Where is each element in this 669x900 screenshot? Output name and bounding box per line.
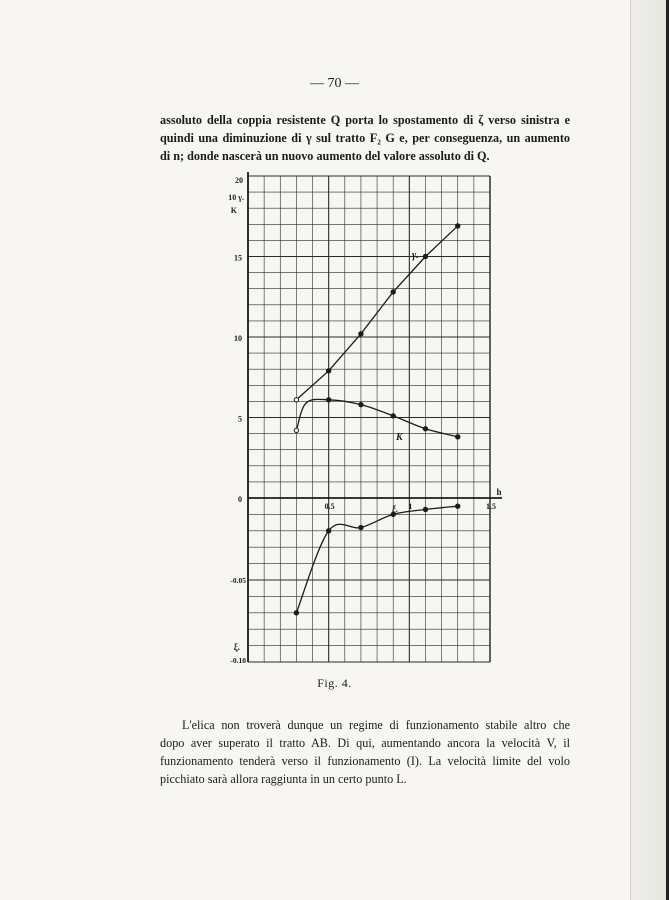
chart-grid — [248, 176, 490, 662]
x-tick-label: 1 — [408, 502, 413, 511]
y-tick-label: 10 — [234, 334, 242, 343]
series-label-gamma: γ. — [412, 250, 419, 261]
y-tick-label: -0.05 — [230, 576, 246, 585]
data-point — [294, 428, 298, 432]
y-tick-label: 15 — [234, 253, 242, 263]
data-point — [423, 427, 427, 431]
y-axis-label-top: 20 — [235, 176, 243, 185]
y-tick-label: 0 — [238, 495, 242, 504]
paragraph-top-line: di n; donde nascerà un nuovo aumento del valore assoluto di Q. — [160, 149, 490, 163]
paragraph-bottom-line: funzionamento tenderà verso il funzionamento (I). La velocità limite del volo — [160, 754, 570, 768]
paragraph-bottom-line: dopo aver superato il tratto AB. Di qui, aumentando ancora la velocità V, il — [160, 736, 570, 750]
series-label-xi: ξ. — [392, 504, 399, 514]
y-axis-label-k: K — [230, 206, 237, 215]
y-axis-label-xi: ξ. — [233, 642, 240, 652]
data-point — [359, 525, 363, 529]
x-tick-label: 1.5 — [486, 502, 496, 511]
data-point — [326, 398, 330, 402]
figure-caption: Fig. 4. — [317, 676, 352, 690]
y-tick-label: -0.10 — [230, 656, 246, 665]
data-point — [391, 414, 395, 418]
series-label-k: K — [396, 432, 403, 443]
data-point — [391, 290, 395, 294]
paragraph-top-line: quindi una diminuzione di γ sul tratto F₂ G e, per conseguenza, un aumento — [160, 131, 570, 145]
paragraph-bottom — [160, 716, 570, 788]
adjacent-page-edge — [630, 0, 669, 900]
data-point — [456, 435, 460, 439]
chart-labels — [228, 176, 501, 665]
x-tick-label: 0.5 — [324, 502, 335, 511]
paragraph-top-line: assoluto della coppia resistente Q porta lo spostamento di ζ verso sinistra e — [160, 113, 570, 127]
page-number: — 70 — — [310, 76, 359, 91]
x-axis-label-h: h — [496, 487, 502, 497]
data-point — [294, 398, 298, 402]
data-point — [326, 369, 330, 373]
y-tick-label: 5 — [238, 414, 242, 424]
paragraph-bottom-line: picchiato sarà allora raggiunta in un certo punto L. — [160, 772, 407, 786]
data-point — [359, 402, 363, 406]
data-point — [359, 332, 363, 336]
data-point — [326, 529, 330, 533]
data-point — [423, 507, 427, 511]
paragraph-bottom-line: L'elica non troverà dunque un regime di funzionamento stabile altro che — [182, 718, 570, 732]
y-axis-label-gamma: 10 γ. — [228, 193, 244, 202]
data-point — [456, 224, 460, 228]
data-point — [456, 504, 460, 508]
data-point — [423, 254, 427, 258]
data-point — [294, 611, 298, 615]
